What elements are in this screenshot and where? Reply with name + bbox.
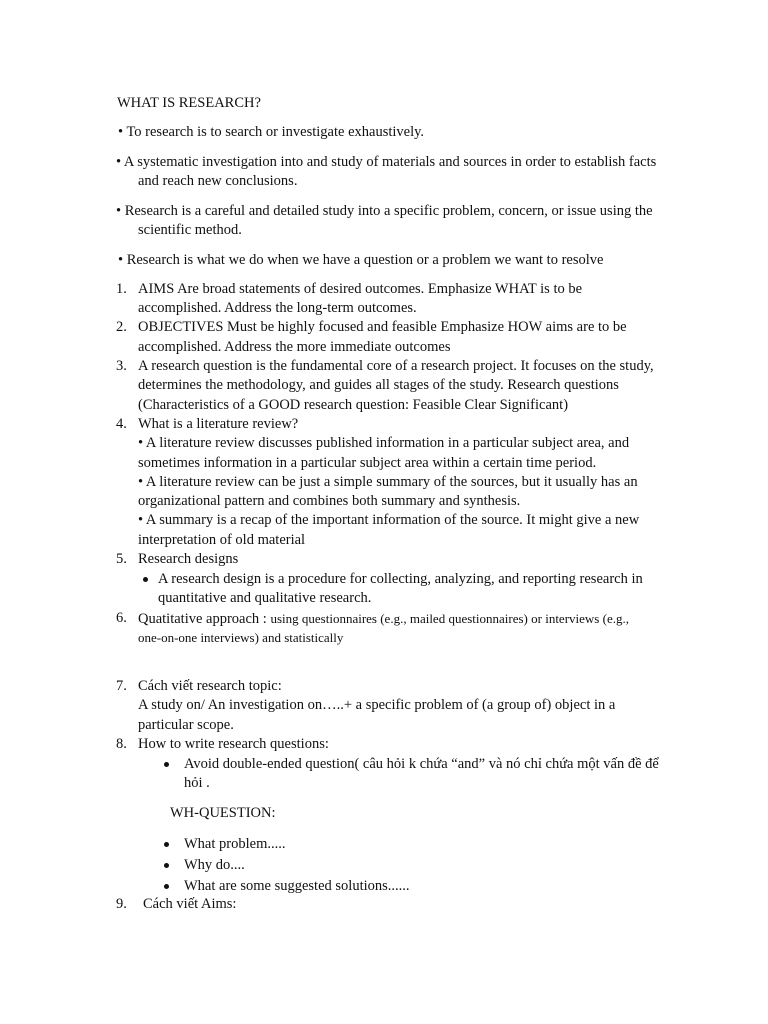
list-number: 6. (116, 610, 127, 626)
list-number: 4. (116, 416, 127, 432)
list-item-line: Cách viết research topic: (138, 678, 282, 694)
bullet-line: What problem..... (184, 836, 286, 852)
bullet-line: quantitative and qualitative research. (158, 590, 372, 606)
list-item-line: accomplished. Address the long-term outcomes. (138, 300, 417, 316)
list-item-line: AIMS Are broad statements of desired outcomes. Emphasize WHAT is to be (138, 281, 583, 297)
definition-line: and reach new conclusions. (138, 173, 298, 189)
bullet-icon (164, 762, 169, 767)
list-item-line: What is a literature review? (138, 416, 299, 432)
definition-line: • To research is to search or investigate exhaustively. (118, 124, 425, 140)
definition-line: scientific method. (138, 222, 242, 238)
definition-line: • Research is what we do when we have a question or a problem we want to resolve (118, 252, 604, 268)
bullet-icon (164, 884, 169, 889)
list-item-text-small: using questionnaires (e.g., mailed questionnaires) or interviews (e.g., (270, 611, 629, 626)
bullet-line: Avoid double-ended question( câu hỏi k chứa “and” và nó chỉ chứa một vấn đề để (184, 756, 659, 772)
list-number: 5. (116, 551, 127, 567)
bullet-line: hỏi . (184, 775, 210, 791)
page-title: WHAT IS RESEARCH? (117, 95, 261, 111)
list-item-line: accomplished. Address the more immediate outcomes (138, 339, 451, 355)
list-item-line: organizational pattern and combines both summary and synthesis. (138, 493, 521, 509)
list-number: 2. (116, 319, 127, 335)
bullet-line: Why do.... (184, 857, 245, 873)
bullet-line: What are some suggested solutions...... (184, 878, 410, 894)
list-item-line: • A literature review can be just a simple summary of the sources, but it usually has an (138, 474, 638, 490)
bullet-icon (164, 842, 169, 847)
list-item-line: determines the methodology, and guides all stages of the study. Research questions (138, 377, 619, 393)
list-item-line: Research designs (138, 551, 239, 567)
bullet-line: A research design is a procedure for collecting, analyzing, and reporting research in (158, 571, 643, 587)
bullet-icon (164, 863, 169, 868)
list-item-line: sometimes information in a particular subject area within a certain time period. (138, 455, 597, 471)
list-item-line: • A summary is a recap of the important information of the source. It might give a new (138, 512, 640, 528)
sub-heading: WH-QUESTION: (170, 805, 276, 821)
list-number: 7. (116, 678, 127, 694)
list-item-line-small: one-on-one interviews) and statistically (138, 630, 344, 645)
list-item-line: interpretation of old material (138, 532, 306, 548)
list-item-line: OBJECTIVES Must be highly focused and feasible Emphasize HOW aims are to be (138, 319, 627, 335)
list-number: 1. (116, 281, 127, 297)
list-item-line: particular scope. (138, 717, 234, 733)
list-number: 9. (116, 896, 127, 912)
list-item-text: Quatitative approach : (138, 611, 271, 627)
list-item-line: (Characteristics of a GOOD research question: Feasible Clear Significant) (138, 397, 569, 413)
bullet-icon (143, 577, 148, 582)
list-item-line: How to write research questions: (138, 736, 329, 752)
definition-line: • Research is a careful and detailed study into a specific problem, concern, or issue using the (116, 203, 653, 219)
list-number: 3. (116, 358, 127, 374)
list-item-line: A research question is the fundamental core of a research project. It focuses on the study, (138, 358, 654, 374)
list-item-line: Cách viết Aims: (143, 896, 237, 912)
list-number: 8. (116, 736, 127, 752)
definition-line: • A systematic investigation into and study of materials and sources in order to establish facts (116, 154, 657, 170)
list-item-line: A study on/ An investigation on…..+ a specific problem of (a group of) object in a (138, 697, 616, 713)
list-item-line: • A literature review discusses published information in a particular subject area, and (138, 435, 630, 451)
list-item-line (138, 609, 629, 630)
